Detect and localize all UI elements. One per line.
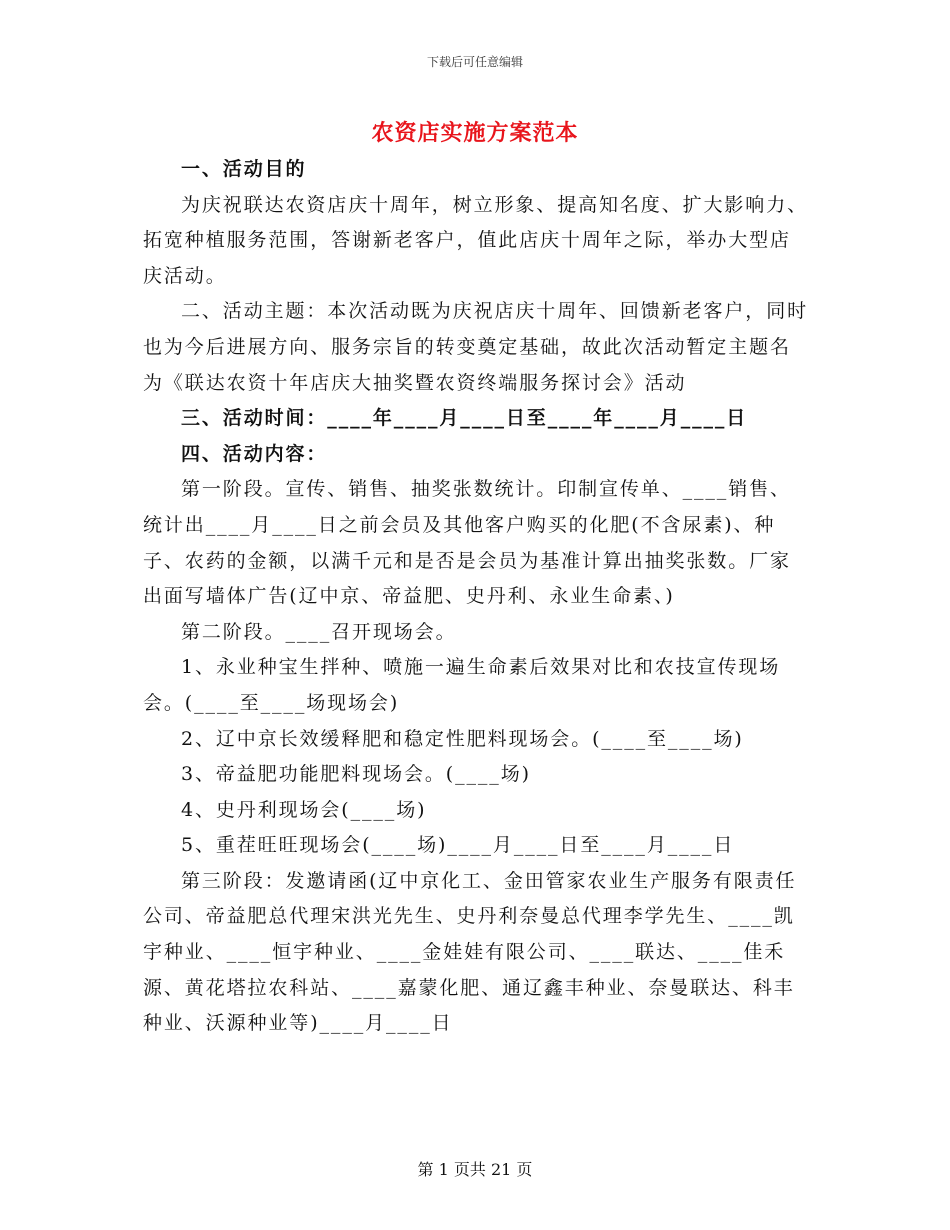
page-number: 第 1 页共 21 页 bbox=[417, 1160, 533, 1179]
paragraph-stage-2: 第二阶段。____召开现场会。 bbox=[181, 620, 457, 643]
document-title: 农资店实施方案范本 bbox=[371, 120, 579, 146]
page-header-note: 下载后可任意编辑 bbox=[426, 55, 523, 69]
section-heading-purpose: 一、活动目的 bbox=[181, 158, 307, 180]
list-item-1: 1、永业种宝生拌种、喷施一遍生命素后效果对比和农技宣传现场会。(____至____场现场会) bbox=[143, 656, 781, 714]
document-body bbox=[143, 152, 811, 1042]
paragraph-stage-1: 第一阶段。宣传、销售、抽奖张数统计。印制宣传单、____销售、统计出____月____日之前会员及其他客户购买的化肥(不含尿素)、种子、农药的金额，以满千元和是否是会员为基准计算出抽奖张数。厂家出面写墙体广告(辽中京、帝益肥、史丹利、永业生命素、) bbox=[143, 478, 791, 608]
list-item-5: 5、重茬旺旺现场会(____场)____月____日至____月____日 bbox=[181, 834, 735, 857]
paragraph-purpose: 为庆祝联达农资店庆十周年，树立形象、提高知名度、扩大影响力、拓宽种植服务范围，答谢新老客户，值此店庆十周年之际，举办大型店庆活动。 bbox=[143, 193, 809, 287]
paragraph-theme: 二、活动主题：本次活动既为庆祝店庆十周年、回馈新老客户，同时也为今后进展方向、服务宗旨的转变奠定基础，故此次活动暂定主题名为《联达农资十年店庆大抽奖暨农资终端服务探讨会》活动 bbox=[143, 300, 809, 394]
section-heading-content: 四、活动内容： bbox=[181, 442, 328, 465]
list-item-3: 3、帝益肥功能肥料现场会。(____场) bbox=[181, 763, 531, 786]
list-item-4: 4、史丹利现场会(____场) bbox=[181, 798, 427, 821]
section-heading-time: 三、活动时间：____年____月____日至____年____月____日 bbox=[181, 407, 748, 430]
paragraph-stage-3: 第三阶段：发邀请函(辽中京化工、金田管家农业生产服务有限责任公司、帝益肥总代理宋洪光先生、史丹利奈曼总代理李学先生、____凯宇种业、____恒宇种业、____金娃娃有限公司、____联达、____佳禾源、黄花塔拉农科站、____嘉蒙化肥、通辽鑫丰种业、奈曼联达、科丰种业、沃源种业等)____月____日 bbox=[143, 869, 797, 1035]
list-item-2: 2、辽中京长效缓释肥和稳定性肥料现场会。(____至____场) bbox=[181, 727, 744, 750]
